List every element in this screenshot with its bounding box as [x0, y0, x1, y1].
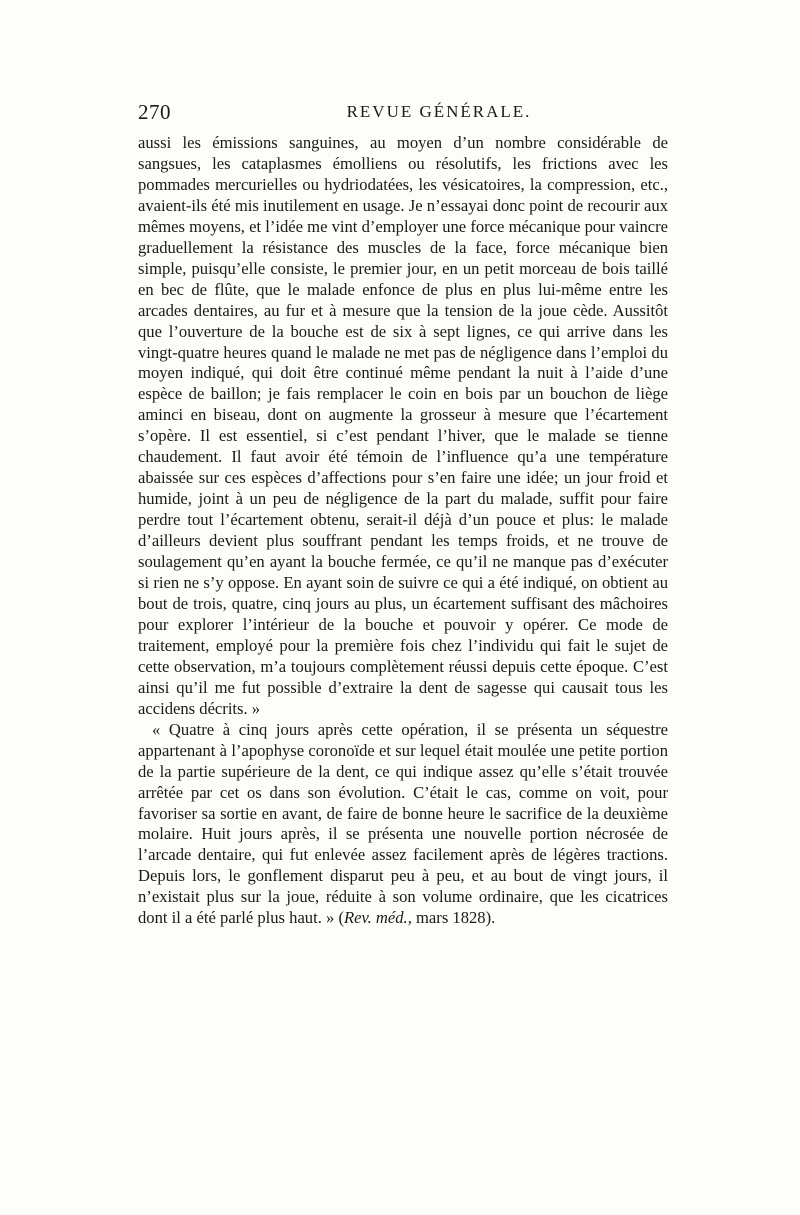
body-text: [138, 133, 668, 929]
paragraph-quotation: [138, 720, 668, 930]
paragraph-quotation-text: « Quatre à cinq jours après cette opération, il se présenta un séquestre appartenant à l’apophyse coronoïde et sur lequel était moulée une petite portion de la partie supérieure de la dent, ce qui indique assez qu’elle s’était trouvée arrêtée par cet os dans son évolution. C’était le cas, comme on voit, pour favoriser sa sortie en avant, de faire de bonne heure le sacrifice de la deuxième molaire. Huit jours après, il se présenta une nouvelle portion nécrosée de l’arcade dentaire, qui fut enlevée assez facilement après de légères tractions. Depuis lors, le gonflement disparut peu à peu, et au bout de vingt jours, il n’existait plus sur la joue, réduite à son volume ordinaire, que les cicatrices dont il a été parlé plus haut. » (: [138, 719, 668, 928]
page-number: 270: [138, 100, 171, 124]
page-header: [138, 100, 670, 128]
citation-journal: Rev. méd.: [343, 908, 408, 928]
paragraph-continuation: aussi les émissions sanguines, au moyen d’un nombre considérable de sangsues, les cataplasmes émolliens ou résolutifs, les frictions avec les pommades mercurielles ou hydriodatées, les vésicatoires, la compression, etc., avaient-ils été mis inutilement en usage. Je n’essayai donc point de recourir aux mêmes moyens, et l’idée me vint d’employer une force mécanique pour vaincre graduellement la résistance des muscles de la face, force mécanique bien simple, puisqu’elle consiste, le premier jour, en un petit morceau de bois taillé en bec de flûte, que le malade enfonce de plus en plus lui-même entre les arcades dentaires, au fur et à mesure que la tension de la joue cède. Aussitôt que l’ouverture de la bouche est de six à sept lignes, ce qui arrive dans les vingt-quatre heures quand le malade ne met pas de négligence dans l’emploi du moyen indiqué, qui doit être continué même pendant la nuit à l’aide d’une espèce de baillon; je fais remplacer le coin en bois par un bouchon de liège aminci en biseau, dont on augmente la grosseur à mesure que l’écartement s’opère. Il est essentiel, si c’est pendant l’hiver, que le malade se tienne chaudement. Il faut avoir été témoin de l’influence qu’a une température abaissée sur ces espèces d’affections pour s’en faire une idée; un jour froid et humide, joint à un peu de négligence de la part du malade, suffit pour faire perdre tout l’écartement obtenu, serait-il déjà d’un pouce et plus: le malade d’ailleurs devient plus souffrant pendant les temps froids, et ne trouve de soulagement qu’en ayant la bouche fermée, ce qu’il ne manque pas d’exécuter si rien ne s’y oppose. En ayant soin de suivre ce qui a été indiqué, on obtient au bout de trois, quatre, cinq jours au plus, un écartement suffisant des mâchoires pour explorer l’intérieur de la bouche et pouvoir y opérer. Ce mode de traitement, employé pour la première fois chez l’individu qui fait le sujet de cette observation, m’a toujours complètement réussi depuis cette époque. C’est ainsi qu’il me fut possible d’extraire la dent de sagesse qui causait tous les accidens décrits. »: [138, 133, 668, 718]
citation-date: , mars 1828).: [407, 908, 496, 928]
running-title: REVUE GÉNÉRALE.: [346, 102, 532, 121]
